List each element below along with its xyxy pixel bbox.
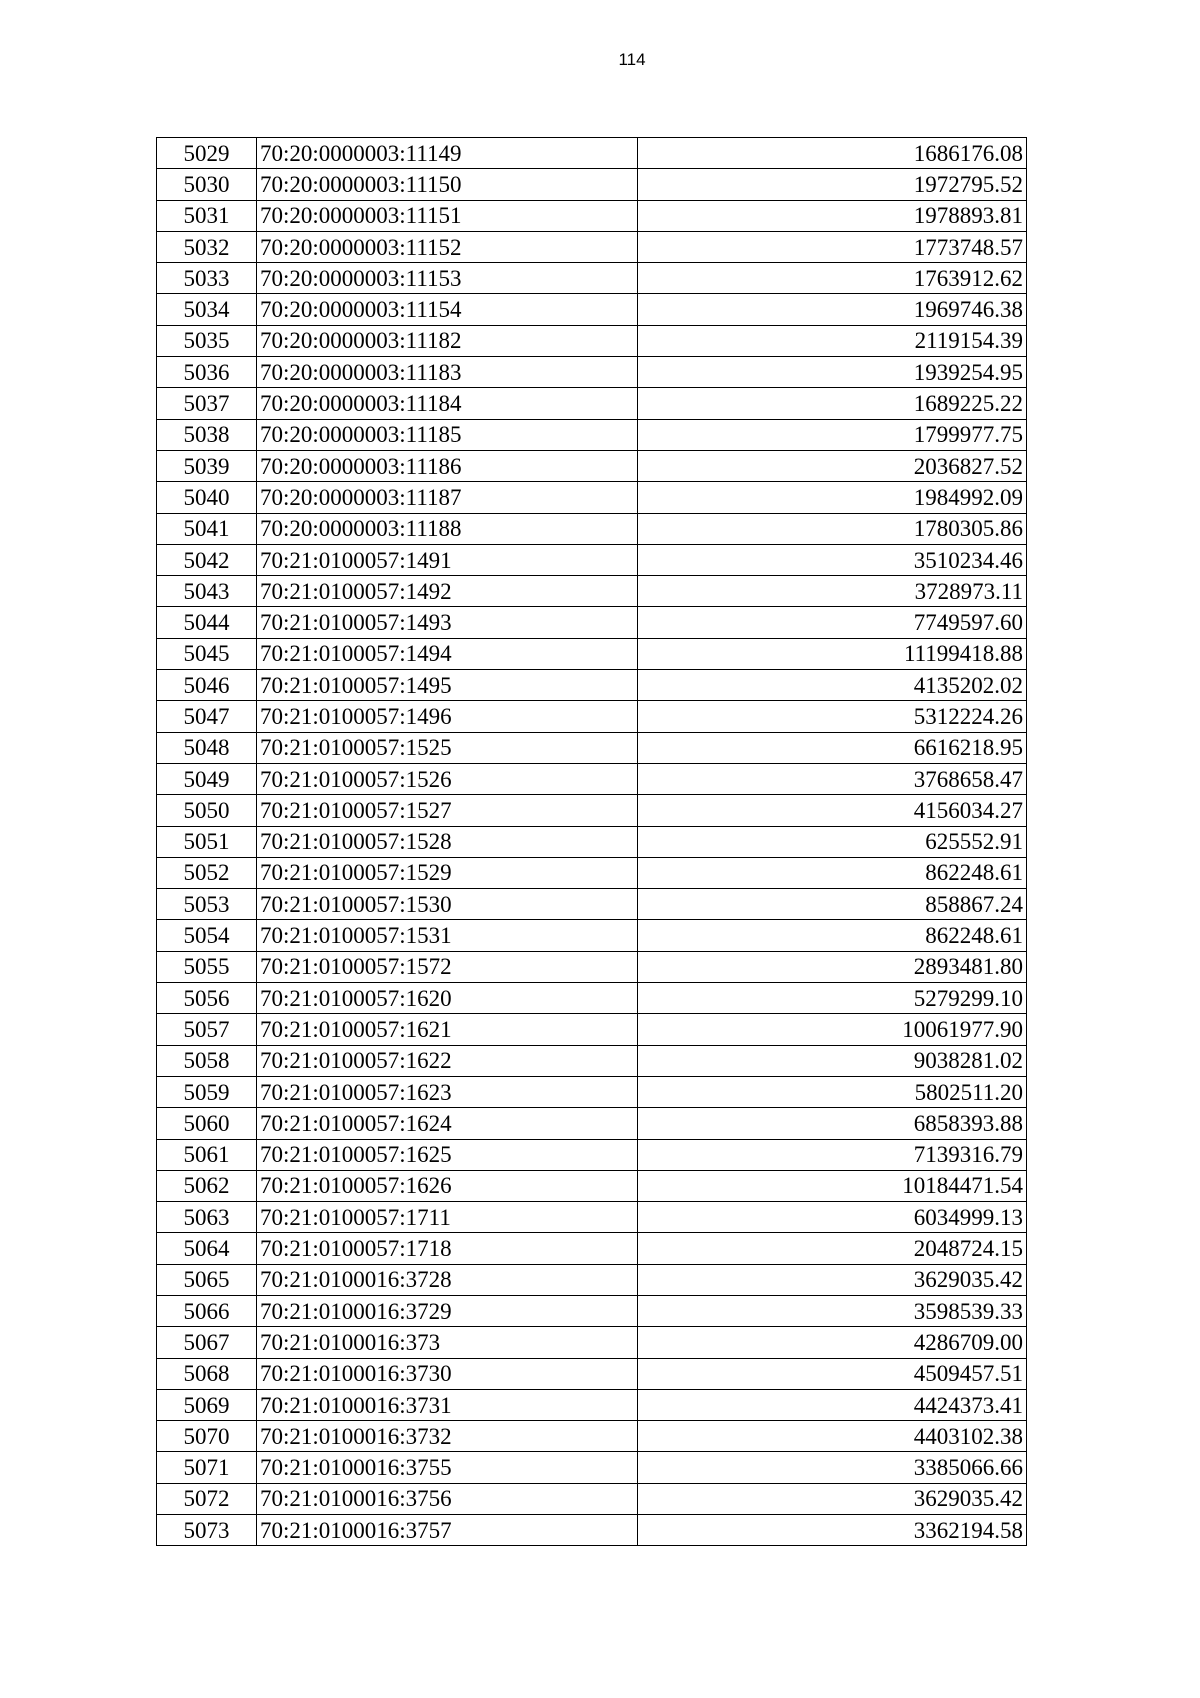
row-number-cell: 5039 — [157, 450, 257, 481]
cadastral-number-cell: 70:21:0100057:1624 — [257, 1108, 638, 1139]
cadastral-number-cell: 70:20:0000003:11185 — [257, 419, 638, 450]
table-row — [157, 1421, 1027, 1452]
row-number-cell: 5030 — [157, 169, 257, 200]
row-number-cell: 5065 — [157, 1264, 257, 1295]
row-number-cell: 5068 — [157, 1358, 257, 1389]
cadastral-number-cell: 70:21:0100057:1494 — [257, 638, 638, 669]
row-number-cell: 5066 — [157, 1295, 257, 1326]
table-row — [157, 450, 1027, 481]
row-number-cell: 5062 — [157, 1170, 257, 1201]
value-cell: 5279299.10 — [638, 983, 1027, 1014]
row-number-cell: 5050 — [157, 795, 257, 826]
cadastral-number-cell: 70:21:0100016:3732 — [257, 1421, 638, 1452]
table-row — [157, 200, 1027, 231]
value-cell: 1773748.57 — [638, 231, 1027, 262]
table-row — [157, 169, 1027, 200]
cadastral-number-cell: 70:20:0000003:11187 — [257, 482, 638, 513]
value-cell: 3629035.42 — [638, 1264, 1027, 1295]
cadastral-number-cell: 70:21:0100057:1711 — [257, 1202, 638, 1233]
table-row — [157, 325, 1027, 356]
table-row — [157, 670, 1027, 701]
row-number-cell: 5054 — [157, 920, 257, 951]
cadastral-number-cell: 70:20:0000003:11186 — [257, 450, 638, 481]
cadastral-number-cell: 70:21:0100057:1625 — [257, 1139, 638, 1170]
value-cell: 3728973.11 — [638, 576, 1027, 607]
table-row — [157, 763, 1027, 794]
value-cell: 5802511.20 — [638, 1076, 1027, 1107]
row-number-cell: 5051 — [157, 826, 257, 857]
table-row — [157, 294, 1027, 325]
table-row — [157, 1327, 1027, 1358]
cadastral-number-cell: 70:21:0100057:1492 — [257, 576, 638, 607]
value-cell: 6616218.95 — [638, 732, 1027, 763]
value-cell: 4509457.51 — [638, 1358, 1027, 1389]
row-number-cell: 5057 — [157, 1014, 257, 1045]
value-cell: 2036827.52 — [638, 450, 1027, 481]
row-number-cell: 5037 — [157, 388, 257, 419]
cadastral-number-cell: 70:20:0000003:11182 — [257, 325, 638, 356]
table-row — [157, 513, 1027, 544]
value-cell: 1686176.08 — [638, 138, 1027, 169]
table-row — [157, 607, 1027, 638]
row-number-cell: 5049 — [157, 763, 257, 794]
cadastral-number-cell: 70:21:0100016:3731 — [257, 1389, 638, 1420]
cadastral-value-table — [156, 137, 1027, 1546]
table-row — [157, 638, 1027, 669]
value-cell: 4156034.27 — [638, 795, 1027, 826]
cadastral-number-cell: 70:20:0000003:11184 — [257, 388, 638, 419]
row-number-cell: 5033 — [157, 263, 257, 294]
row-number-cell: 5063 — [157, 1202, 257, 1233]
value-cell: 4286709.00 — [638, 1327, 1027, 1358]
table-row — [157, 1139, 1027, 1170]
row-number-cell: 5056 — [157, 983, 257, 1014]
table-row — [157, 263, 1027, 294]
value-cell: 1689225.22 — [638, 388, 1027, 419]
value-cell: 4135202.02 — [638, 670, 1027, 701]
value-cell: 7139316.79 — [638, 1139, 1027, 1170]
value-cell: 3385066.66 — [638, 1452, 1027, 1483]
page-number: 114 — [618, 50, 646, 69]
table-row — [157, 1076, 1027, 1107]
value-cell: 1780305.86 — [638, 513, 1027, 544]
table-row — [157, 857, 1027, 888]
value-cell: 6858393.88 — [638, 1108, 1027, 1139]
cadastral-number-cell: 70:21:0100057:1495 — [257, 670, 638, 701]
cadastral-number-cell: 70:21:0100016:3756 — [257, 1483, 638, 1514]
table-row — [157, 983, 1027, 1014]
row-number-cell: 5047 — [157, 701, 257, 732]
value-cell: 1799977.75 — [638, 419, 1027, 450]
table-row — [157, 920, 1027, 951]
row-number-cell: 5072 — [157, 1483, 257, 1514]
row-number-cell: 5070 — [157, 1421, 257, 1452]
table-row — [157, 1233, 1027, 1264]
table-row — [157, 1515, 1027, 1546]
table-row — [157, 826, 1027, 857]
row-number-cell: 5064 — [157, 1233, 257, 1264]
value-cell: 1969746.38 — [638, 294, 1027, 325]
table-row — [157, 576, 1027, 607]
table-row — [157, 1483, 1027, 1514]
table-row — [157, 1202, 1027, 1233]
value-cell: 3629035.42 — [638, 1483, 1027, 1514]
value-cell: 1939254.95 — [638, 357, 1027, 388]
table-row — [157, 544, 1027, 575]
value-cell: 1984992.09 — [638, 482, 1027, 513]
table-body — [157, 138, 1027, 1546]
table-row — [157, 357, 1027, 388]
row-number-cell: 5042 — [157, 544, 257, 575]
row-number-cell: 5031 — [157, 200, 257, 231]
table-row — [157, 482, 1027, 513]
cadastral-number-cell: 70:21:0100016:3728 — [257, 1264, 638, 1295]
table-row — [157, 1170, 1027, 1201]
row-number-cell: 5067 — [157, 1327, 257, 1358]
value-cell: 2048724.15 — [638, 1233, 1027, 1264]
row-number-cell: 5055 — [157, 951, 257, 982]
cadastral-number-cell: 70:21:0100057:1527 — [257, 795, 638, 826]
cadastral-number-cell: 70:20:0000003:11149 — [257, 138, 638, 169]
cadastral-number-cell: 70:20:0000003:11153 — [257, 263, 638, 294]
table-row — [157, 1014, 1027, 1045]
row-number-cell: 5046 — [157, 670, 257, 701]
value-cell: 11199418.88 — [638, 638, 1027, 669]
cadastral-number-cell: 70:21:0100057:1621 — [257, 1014, 638, 1045]
value-cell: 1978893.81 — [638, 200, 1027, 231]
value-cell: 862248.61 — [638, 857, 1027, 888]
value-cell: 3362194.58 — [638, 1515, 1027, 1546]
cadastral-number-cell: 70:20:0000003:11183 — [257, 357, 638, 388]
table-row — [157, 231, 1027, 262]
row-number-cell: 5040 — [157, 482, 257, 513]
cadastral-number-cell: 70:21:0100057:1496 — [257, 701, 638, 732]
table-row — [157, 1108, 1027, 1139]
value-cell: 3598539.33 — [638, 1295, 1027, 1326]
cadastral-number-cell: 70:21:0100057:1530 — [257, 889, 638, 920]
row-number-cell: 5069 — [157, 1389, 257, 1420]
value-cell: 1763912.62 — [638, 263, 1027, 294]
value-cell: 4424373.41 — [638, 1389, 1027, 1420]
cadastral-number-cell: 70:21:0100057:1529 — [257, 857, 638, 888]
table-row — [157, 1452, 1027, 1483]
row-number-cell: 5071 — [157, 1452, 257, 1483]
row-number-cell: 5073 — [157, 1515, 257, 1546]
row-number-cell: 5029 — [157, 138, 257, 169]
value-cell: 1972795.52 — [638, 169, 1027, 200]
cadastral-number-cell: 70:20:0000003:11152 — [257, 231, 638, 262]
row-number-cell: 5032 — [157, 231, 257, 262]
table-row — [157, 419, 1027, 450]
cadastral-number-cell: 70:21:0100057:1525 — [257, 732, 638, 763]
row-number-cell: 5058 — [157, 1045, 257, 1076]
table-row — [157, 951, 1027, 982]
table-row — [157, 138, 1027, 169]
cadastral-number-cell: 70:20:0000003:11188 — [257, 513, 638, 544]
row-number-cell: 5048 — [157, 732, 257, 763]
cadastral-number-cell: 70:20:0000003:11151 — [257, 200, 638, 231]
cadastral-number-cell: 70:21:0100057:1493 — [257, 607, 638, 638]
table-row — [157, 1295, 1027, 1326]
row-number-cell: 5052 — [157, 857, 257, 888]
cadastral-number-cell: 70:21:0100057:1528 — [257, 826, 638, 857]
row-number-cell: 5034 — [157, 294, 257, 325]
cadastral-number-cell: 70:21:0100057:1718 — [257, 1233, 638, 1264]
cadastral-number-cell: 70:21:0100016:3730 — [257, 1358, 638, 1389]
value-cell: 3510234.46 — [638, 544, 1027, 575]
row-number-cell: 5053 — [157, 889, 257, 920]
value-cell: 5312224.26 — [638, 701, 1027, 732]
table-row — [157, 1358, 1027, 1389]
table-row — [157, 1045, 1027, 1076]
value-cell: 2893481.80 — [638, 951, 1027, 982]
table-row — [157, 732, 1027, 763]
cadastral-number-cell: 70:21:0100057:1526 — [257, 763, 638, 794]
row-number-cell: 5044 — [157, 607, 257, 638]
cadastral-number-cell: 70:21:0100016:3757 — [257, 1515, 638, 1546]
value-cell: 10184471.54 — [638, 1170, 1027, 1201]
table-row — [157, 701, 1027, 732]
cadastral-number-cell: 70:21:0100016:373 — [257, 1327, 638, 1358]
row-number-cell: 5043 — [157, 576, 257, 607]
value-cell: 858867.24 — [638, 889, 1027, 920]
cadastral-number-cell: 70:21:0100016:3729 — [257, 1295, 638, 1326]
cadastral-number-cell: 70:21:0100057:1622 — [257, 1045, 638, 1076]
row-number-cell: 5041 — [157, 513, 257, 544]
value-cell: 3768658.47 — [638, 763, 1027, 794]
table-row — [157, 889, 1027, 920]
row-number-cell: 5035 — [157, 325, 257, 356]
cadastral-number-cell: 70:21:0100057:1572 — [257, 951, 638, 982]
row-number-cell: 5060 — [157, 1108, 257, 1139]
row-number-cell: 5059 — [157, 1076, 257, 1107]
value-cell: 7749597.60 — [638, 607, 1027, 638]
cadastral-number-cell: 70:21:0100057:1531 — [257, 920, 638, 951]
value-cell: 4403102.38 — [638, 1421, 1027, 1452]
table-row — [157, 795, 1027, 826]
table-row — [157, 1389, 1027, 1420]
row-number-cell: 5036 — [157, 357, 257, 388]
cadastral-number-cell: 70:21:0100057:1491 — [257, 544, 638, 575]
row-number-cell: 5038 — [157, 419, 257, 450]
value-cell: 2119154.39 — [638, 325, 1027, 356]
cadastral-number-cell: 70:20:0000003:11150 — [257, 169, 638, 200]
value-cell: 625552.91 — [638, 826, 1027, 857]
cadastral-number-cell: 70:21:0100057:1626 — [257, 1170, 638, 1201]
cadastral-number-cell: 70:21:0100016:3755 — [257, 1452, 638, 1483]
row-number-cell: 5045 — [157, 638, 257, 669]
table-row — [157, 1264, 1027, 1295]
cadastral-number-cell: 70:21:0100057:1620 — [257, 983, 638, 1014]
value-cell: 10061977.90 — [638, 1014, 1027, 1045]
cadastral-number-cell: 70:20:0000003:11154 — [257, 294, 638, 325]
value-cell: 6034999.13 — [638, 1202, 1027, 1233]
value-cell: 862248.61 — [638, 920, 1027, 951]
table-row — [157, 388, 1027, 419]
row-number-cell: 5061 — [157, 1139, 257, 1170]
value-cell: 9038281.02 — [638, 1045, 1027, 1076]
cadastral-number-cell: 70:21:0100057:1623 — [257, 1076, 638, 1107]
